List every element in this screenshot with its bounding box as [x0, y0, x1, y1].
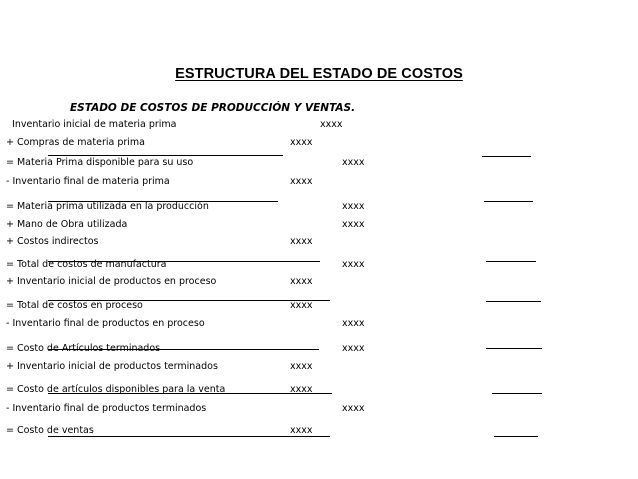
row-amount-col1: xxxx [290, 300, 313, 311]
row-amount-col2: xxxx [342, 403, 365, 414]
underline-rule [492, 393, 542, 394]
row-amount-col2: xxxx [342, 157, 365, 168]
row-label: + Costos indirectos [6, 236, 99, 247]
underline-rule [48, 393, 332, 394]
row-label: + Mano de Obra utilizada [6, 219, 128, 230]
row-label: - Inventario final de materia prima [6, 176, 170, 187]
row-amount-col1: xxxx [290, 361, 313, 372]
row-label: + Compras de materia prima [6, 137, 145, 148]
row-amount-col2: xxxx [342, 343, 365, 354]
underline-rule [48, 300, 330, 301]
row-label: = Total de costos en proceso [6, 300, 143, 311]
row-label: = Materia prima utilizada en la producción [6, 201, 209, 212]
underline-rule [486, 301, 541, 302]
underline-rule [48, 261, 320, 262]
row-amount-col2: xxxx [342, 201, 365, 212]
underline-rule [48, 155, 283, 156]
row-amount-col2: xxxx [342, 259, 365, 270]
row-label: - Inventario final de productos terminados [6, 403, 207, 414]
underline-rule [482, 156, 531, 157]
row-label: + Inventario inicial de productos en proceso [6, 276, 217, 287]
row-amount-col2: xxxx [320, 119, 343, 130]
row-label: = Costo de ventas [6, 425, 94, 436]
row-label: = Costo de artículos disponibles para la venta [6, 384, 226, 395]
row-amount-col2: xxxx [342, 318, 365, 329]
underline-rule [48, 201, 278, 202]
row-amount-col2: xxxx [342, 219, 365, 230]
underline-rule [494, 436, 538, 437]
underline-rule [486, 261, 536, 262]
underline-rule [484, 201, 533, 202]
underline-rule [486, 348, 542, 349]
row-label: = Costo de Artículos terminados [6, 343, 161, 354]
row-amount-col1: xxxx [290, 236, 313, 247]
row-amount-col1: xxxx [290, 176, 313, 187]
row-label: Inventario inicial de materia prima [6, 119, 177, 130]
row-label: = Total de costos de manufactura [6, 259, 167, 270]
underline-rule [48, 436, 330, 437]
row-amount-col1: xxxx [290, 384, 313, 395]
row-amount-col1: xxxx [290, 137, 313, 148]
row-label: + Inventario inicial de productos terminados [6, 361, 218, 372]
row-amount-col1: xxxx [290, 276, 313, 287]
underline-rule [48, 349, 319, 350]
row-amount-col1: xxxx [290, 425, 313, 436]
document-title: ESTRUCTURA DEL ESTADO DE COSTOS [175, 66, 463, 82]
row-label: - Inventario final de productos en proceso [6, 318, 205, 329]
row-label: = Materia Prima disponible para su uso [6, 157, 194, 168]
statement-subtitle: ESTADO DE COSTOS DE PRODUCCIÓN Y VENTAS. [70, 102, 356, 114]
